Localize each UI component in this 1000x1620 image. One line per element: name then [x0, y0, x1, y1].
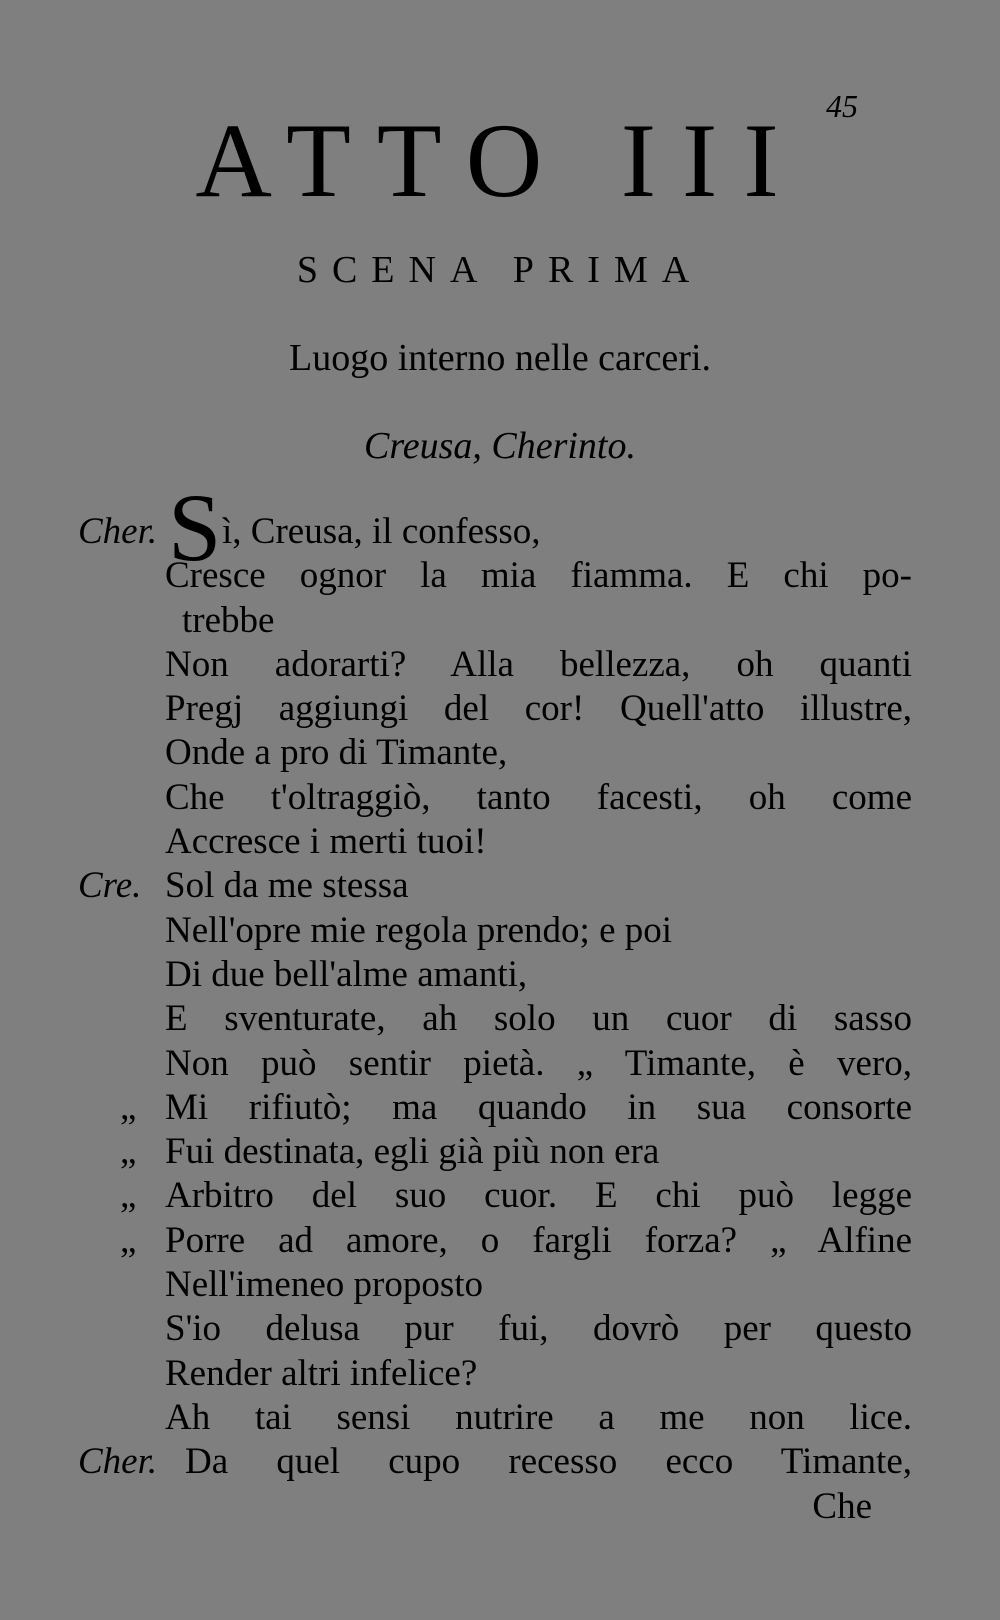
verse-text: Render altri infelice?	[165, 1352, 478, 1394]
drop-cap: S	[168, 474, 222, 581]
verse-text: Cresce ognor la mia fiamma. E chi po-	[165, 555, 912, 597]
verse-text: Ah tai sensi nutrire a me non lice.	[165, 1396, 912, 1438]
verse-text: Nell'imeneo proposto	[165, 1264, 484, 1306]
verse-text: Che t'oltraggiò, tanto facesti, oh come	[165, 776, 912, 818]
verse-line	[0, 953, 1000, 997]
verse-text: Non adorarti? Alla bellezza, oh quanti	[165, 643, 912, 685]
verse-text: Di due bell'alme amanti,	[165, 953, 528, 995]
scene-setting: Luogo interno nelle carceri.	[288, 337, 712, 379]
verse-text: Accresce i merti tuoi!	[165, 821, 487, 863]
verse-line	[0, 1086, 1000, 1130]
verse-text: Porre ad amore, o fargli forza? „ Alfine	[165, 1219, 912, 1261]
verse-line	[0, 1263, 1000, 1307]
verse-line	[0, 1042, 1000, 1086]
scene-title: SCENA PRIMA	[296, 249, 704, 291]
verse-text: Pregj aggiungi del cor! Quell'atto illustre,	[165, 688, 912, 730]
speaker-label: Cre.	[78, 865, 142, 907]
verse-line	[0, 687, 1000, 731]
verse-line	[0, 1130, 1000, 1174]
verse-line	[0, 554, 1000, 598]
verse-line	[0, 909, 1000, 953]
page-number: 45	[826, 88, 858, 124]
verse-line	[0, 731, 1000, 775]
verse-line	[0, 864, 1000, 908]
speaker-label: Cher.	[78, 511, 158, 552]
verse-text: Onde a pro di Timante,	[165, 732, 508, 774]
verse-text: Da quel cupo recesso ecco Timante,	[185, 1441, 912, 1483]
verse-line	[0, 1219, 1000, 1263]
verse-text: Mi rifiutò; ma quando in sua consorte	[165, 1086, 912, 1128]
verse-text: Sol da me stessa	[165, 865, 409, 907]
verse-text: Nell'opre mie regola prendo; e poi	[165, 909, 673, 951]
speaker-label: Cher.	[78, 1441, 158, 1483]
verse-line	[0, 997, 1000, 1041]
verse-line	[0, 1307, 1000, 1351]
verse-text: Non può sentir pietà. „ Timante, è vero,	[165, 1042, 912, 1084]
scene-characters: Creusa, Cherinto.	[364, 425, 636, 467]
verse-text: S'io delusa pur fui, dovrò per questo	[165, 1308, 912, 1350]
verse-text: trebbe	[182, 599, 275, 641]
verse-text: E sventurate, ah solo un cuor di sasso	[165, 998, 912, 1040]
verse-line	[0, 1440, 1000, 1484]
verse-line	[0, 1174, 1000, 1218]
verse-line	[0, 1396, 1000, 1440]
catchword: Che	[812, 1485, 872, 1527]
verse-text: Arbitro del suo cuor. E chi può legge	[165, 1175, 912, 1217]
dialogue-text	[0, 474, 1000, 1529]
quote-mark: „	[120, 1086, 137, 1128]
verse-line	[0, 776, 1000, 820]
verse-line	[0, 1485, 1000, 1529]
verse-line	[0, 599, 1000, 643]
quote-mark: „	[120, 1219, 137, 1261]
act-title: ATTO III	[195, 102, 805, 219]
quote-mark: „	[120, 1131, 137, 1173]
verse-line	[0, 820, 1000, 864]
verse-text: ì, Creusa, il confesso,	[222, 511, 541, 552]
verse-text: Fui destinata, egli già più non era	[165, 1131, 660, 1173]
verse-line	[0, 1352, 1000, 1396]
verse-line	[0, 643, 1000, 687]
quote-mark: „	[120, 1175, 137, 1217]
